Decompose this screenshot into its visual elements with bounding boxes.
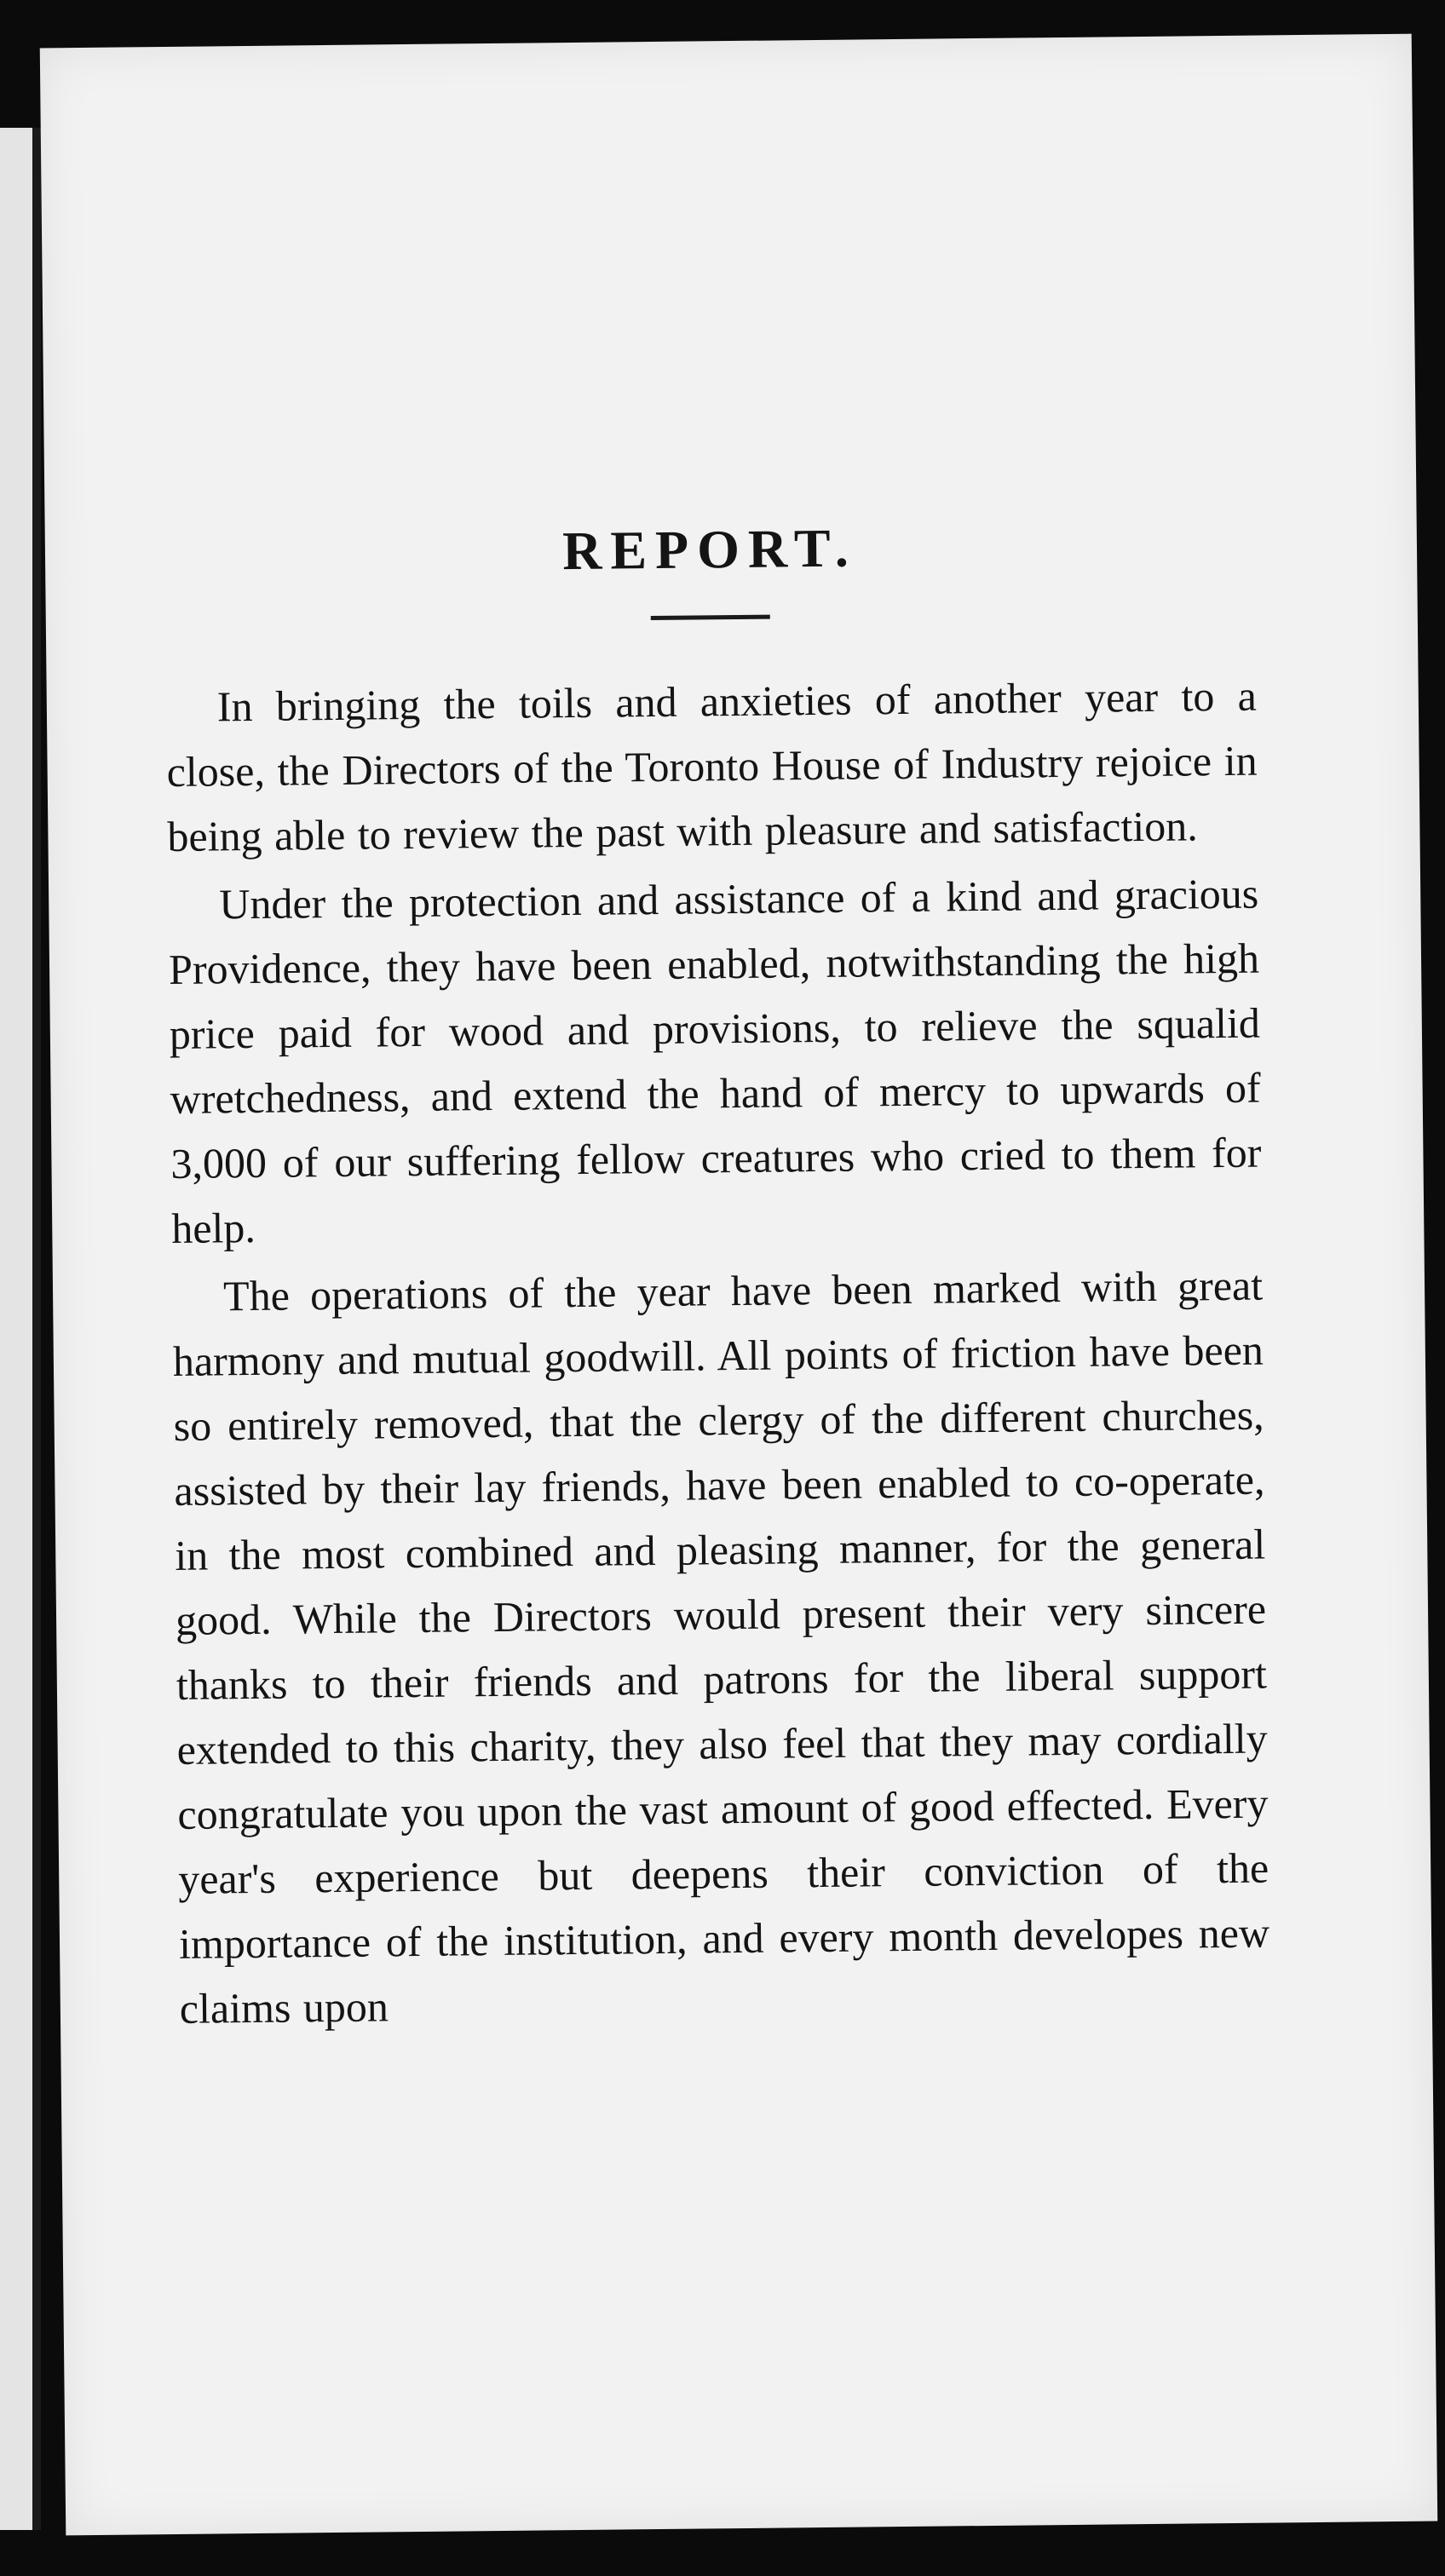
previous-page-edge bbox=[0, 128, 41, 2530]
paragraph-1: In bringing the toils and anxieties of another year to a close, the Directors of the Toronto House of Industry rejoice in being able to review the past with pleasure and satisfaction. bbox=[166, 671, 1258, 860]
page-content bbox=[164, 513, 1271, 2044]
paragraph-3: The operations of the year have been marked with great harmony and mutual goodwill. All points of friction have been so entirely removed, that the clergy of the different churches, assisted by their lay friends, have been enabled to co-operate, in the most combined and pleasing manner, for the general good. While the Directors would present their very sincere thanks to their friends and patrons for the liberal support extended to this charity, they also feel that they may cordially congratulate you upon the vast amount of good effected. Every year's experience but deepens their conviction of the importance of the institution, and every month developes new claims upon bbox=[172, 1261, 1270, 2033]
page-title: REPORT. bbox=[561, 517, 858, 582]
title-divider bbox=[651, 615, 770, 620]
paragraph-2: Under the protection and assistance of a kind and gracious Providence, they have been enabled, notwithstanding the high price paid for wood and provisions, to relieve the squalid wretchedness, and extend the hand of mercy to upwards of 3,000 of our suffering fellow creatures who cried to them for help. bbox=[168, 869, 1262, 1252]
document-page bbox=[40, 34, 1437, 2536]
